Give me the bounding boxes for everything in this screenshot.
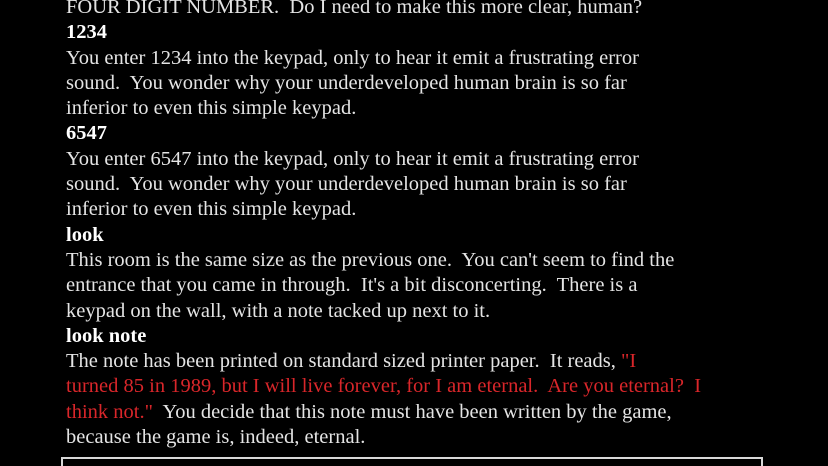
output-line: entrance that you came in through. It's a bit disconcerting. There is a xyxy=(66,274,638,297)
output-line xyxy=(66,349,811,374)
note-quote-text: "I xyxy=(621,350,637,373)
output-line: FOUR DIGIT NUMBER. Do I need to make this more clear, human? xyxy=(66,0,643,18)
note-quote-text: turned 85 in 1989, but I will live forever, for I am eternal. Are you eternal? I xyxy=(66,375,702,398)
output-line: inferior to even this simple keypad. xyxy=(66,97,357,120)
output-text: The note has been printed on standard sized printer paper. It reads, xyxy=(66,350,622,373)
output-line: This room is the same size as the previous one. You can't seem to find the xyxy=(66,248,675,271)
player-command: look xyxy=(66,223,104,246)
output-line: You enter 1234 into the keypad, only to hear it emit a frustrating error xyxy=(66,46,639,69)
output-line: keypad on the wall, with a note tacked up next to it. xyxy=(66,299,491,322)
player-command: 1234 xyxy=(66,21,107,44)
player-command: look note xyxy=(66,324,147,347)
note-quote-text: think not." xyxy=(66,400,153,423)
output-text: You decide that this note must have been written by the game, xyxy=(152,400,672,423)
output-line: You enter 6547 into the keypad, only to hear it emit a frustrating error xyxy=(66,147,639,170)
output-line: because the game is, indeed, eternal. xyxy=(66,426,366,449)
output-line: sound. You wonder why your underdeveloped human brain is so far xyxy=(66,71,627,94)
output-line: sound. You wonder why your underdeveloped human brain is so far xyxy=(66,173,627,196)
player-command: 6547 xyxy=(66,122,107,145)
command-input[interactable] xyxy=(61,457,763,466)
game-transcript xyxy=(66,0,811,450)
output-line: inferior to even this simple keypad. xyxy=(66,198,357,221)
output-line xyxy=(66,400,811,425)
